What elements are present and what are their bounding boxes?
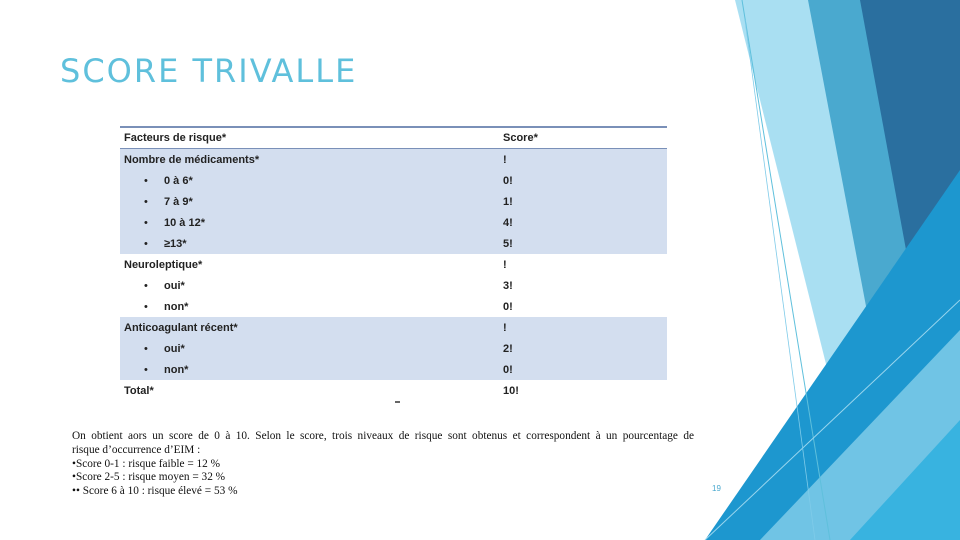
row-score-value: 4!: [501, 212, 667, 233]
bullet-icon: •: [144, 195, 148, 208]
table-row: [120, 191, 667, 212]
table-row: [120, 359, 667, 380]
row-factor-label: Nombre de médicaments*: [120, 149, 501, 171]
row-score-value: !: [501, 317, 667, 338]
bullet-icon: •: [144, 216, 148, 229]
bullet-icon: •: [144, 174, 148, 187]
table-row: [120, 149, 667, 171]
row-factor-label: [120, 170, 501, 191]
page-number: 19: [712, 484, 721, 493]
bullet-icon: •: [144, 279, 148, 292]
table-row: [120, 380, 667, 394]
bullet-icon: •: [144, 342, 148, 355]
table-row: [120, 338, 667, 359]
row-factor-label: [120, 275, 501, 296]
bullet-icon: •: [144, 237, 148, 250]
row-score-value: 10!: [501, 380, 667, 394]
slide-title: SCORE TRIVALLE: [60, 52, 358, 90]
row-factor-label: [120, 359, 501, 380]
table-row: [120, 317, 667, 338]
small-dash-mark: [395, 401, 400, 403]
table-header-row: [120, 127, 667, 149]
row-factor-label: Neuroleptique*: [120, 254, 501, 275]
row-score-value: 1!: [501, 191, 667, 212]
row-factor-label: [120, 338, 501, 359]
row-score-value: 3!: [501, 275, 667, 296]
row-factor-text: ≥13*: [164, 237, 187, 250]
table-row: [120, 170, 667, 191]
text-line-1: On obtient aors un score de 0 à 10. Selon le score, trois niveaux de risque sont obtenus et correspondent à un pourcentage de: [72, 430, 694, 442]
row-factor-text: 7 à 9*: [164, 195, 193, 208]
risk-score-table: [120, 126, 667, 394]
row-factor-text: 10 à 12*: [164, 216, 205, 229]
text-line-5: •• Score 6 à 10 : risque élevé = 53 %: [72, 485, 238, 498]
row-factor-label: [120, 233, 501, 254]
table-row: [120, 212, 667, 233]
text-line-4: •Score 2-5 : risque moyen = 32 %: [72, 471, 226, 484]
row-factor-label: Total*: [120, 380, 501, 394]
row-factor-text: oui*: [164, 342, 185, 355]
header-score: Score*: [501, 127, 667, 149]
row-factor-label: [120, 296, 501, 317]
table-row: [120, 254, 667, 275]
bullet-icon: •: [144, 363, 148, 376]
bullet-icon: •: [144, 300, 148, 313]
row-score-value: 5!: [501, 233, 667, 254]
row-factor-label: Anticoagulant récent*: [120, 317, 501, 338]
table-row: [120, 275, 667, 296]
table-row: [120, 296, 667, 317]
row-score-value: 2!: [501, 338, 667, 359]
explanation-text: [72, 430, 694, 499]
row-factor-text: 0 à 6*: [164, 174, 193, 187]
header-factor: Facteurs de risque*: [120, 127, 501, 149]
row-score-value: 0!: [501, 170, 667, 191]
row-score-value: !: [501, 254, 667, 275]
row-factor-label: [120, 191, 501, 212]
row-score-value: !: [501, 149, 667, 171]
row-factor-text: non*: [164, 300, 189, 313]
row-factor-text: non*: [164, 363, 189, 376]
text-line-3: •Score 0-1 : risque faible = 12 %: [72, 457, 221, 470]
row-factor-text: oui*: [164, 279, 185, 292]
row-score-value: 0!: [501, 296, 667, 317]
row-score-value: 0!: [501, 359, 667, 380]
row-factor-label: [120, 212, 501, 233]
table-row: [120, 233, 667, 254]
text-line-2: risque d’occurrence d’EIM :: [72, 443, 201, 456]
